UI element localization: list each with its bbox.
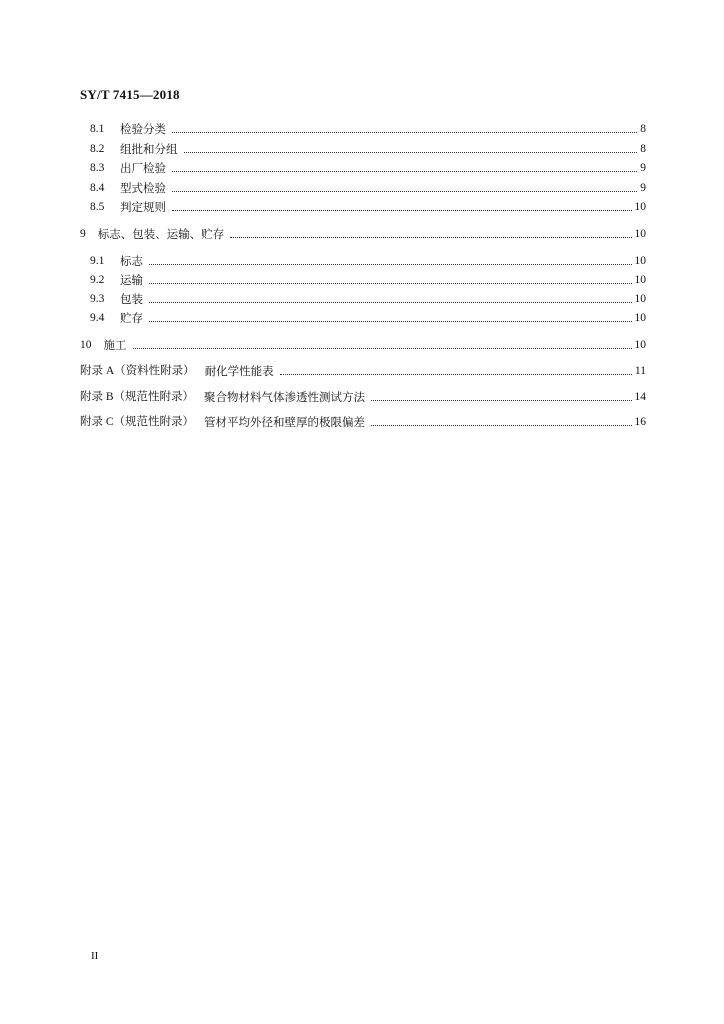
toc-entry-9-2[interactable] (90, 271, 646, 287)
toc-page-number: 10 (634, 255, 646, 267)
toc-entry-appendix-a[interactable] (80, 362, 646, 378)
toc-page-number: 8 (640, 123, 646, 135)
dot-leader (371, 400, 631, 401)
toc-page-number: 16 (634, 416, 646, 428)
toc-number: 9.4 (90, 312, 105, 324)
dot-leader (149, 283, 632, 284)
toc-entry-8-1[interactable] (90, 120, 646, 136)
toc-number: 9.2 (90, 274, 105, 286)
document-code: SY/T 7415—2018 (80, 87, 180, 102)
toc-entry-8-3[interactable] (90, 159, 646, 175)
toc-number: 9 (80, 228, 86, 240)
dot-leader (172, 171, 637, 172)
toc-page-number: 10 (634, 312, 646, 324)
dot-leader (230, 237, 631, 238)
toc-number: 9.1 (90, 255, 105, 267)
dot-leader (371, 425, 631, 426)
toc-title: 管材平均外径和壁厚的极限偏差 (204, 415, 366, 429)
toc-entry-9-4[interactable] (90, 309, 646, 325)
toc-title: 贮存 (120, 311, 143, 325)
toc-title: 标志 (120, 254, 143, 268)
toc-number: 10 (80, 339, 92, 351)
dot-leader (172, 210, 632, 211)
toc-number: 9.3 (90, 293, 105, 305)
dot-leader (149, 302, 632, 303)
dot-leader (184, 152, 638, 153)
toc-entry-9-3[interactable] (90, 290, 646, 306)
toc-title: 出厂检验 (120, 161, 166, 175)
toc-page-number: 10 (634, 201, 646, 213)
toc-title: 组批和分组 (120, 142, 178, 156)
toc-number: 附录 B（规范性附录） (80, 391, 195, 403)
toc-title: 检验分类 (120, 122, 166, 136)
toc-title: 型式检验 (120, 181, 166, 195)
toc-page-number: 10 (634, 228, 646, 240)
toc-number: 8.5 (90, 201, 105, 213)
toc-title: 聚合物材料气体渗透性测试方法 (204, 390, 366, 404)
toc-number: 8.1 (90, 123, 105, 135)
toc-number: 8.2 (90, 143, 105, 155)
dot-leader (149, 321, 632, 322)
dot-leader (172, 132, 637, 133)
toc-number: 8.4 (90, 182, 105, 194)
dot-leader (149, 264, 632, 265)
toc-number: 附录 A（资料性附录） (80, 365, 195, 377)
toc-title: 包装 (120, 292, 143, 306)
dot-leader (133, 348, 632, 349)
toc-number: 附录 C（规范性附录） (80, 416, 195, 428)
toc-entry-9[interactable] (80, 225, 646, 241)
toc-entry-9-1[interactable] (90, 252, 646, 268)
toc-number: 8.3 (90, 162, 105, 174)
toc-page-number: 11 (634, 365, 646, 377)
toc-title: 耐化学性能表 (204, 364, 274, 378)
toc-title: 标志、包装、运输、贮存 (97, 227, 225, 241)
toc-entry-appendix-b[interactable] (80, 388, 646, 404)
toc-page-number: 10 (634, 339, 646, 351)
page-number: II (91, 950, 99, 962)
toc-page-number: 10 (634, 293, 646, 305)
toc-entry-8-4[interactable] (90, 179, 646, 195)
toc-title: 运输 (120, 273, 143, 287)
toc-page-number: 9 (640, 182, 646, 194)
toc-entry-10[interactable] (80, 336, 646, 352)
toc-page-number: 9 (640, 162, 646, 174)
toc-page-number: 14 (634, 391, 646, 403)
toc-title: 判定规则 (120, 200, 166, 214)
toc-title: 施工 (103, 338, 127, 352)
toc-page-number: 8 (640, 143, 646, 155)
dot-leader (172, 191, 637, 192)
toc-page-number: 10 (634, 274, 646, 286)
toc-entry-appendix-c[interactable] (80, 413, 646, 429)
toc-entry-8-2[interactable] (90, 140, 646, 156)
dot-leader (280, 374, 632, 375)
toc-entry-8-5[interactable] (90, 198, 646, 214)
